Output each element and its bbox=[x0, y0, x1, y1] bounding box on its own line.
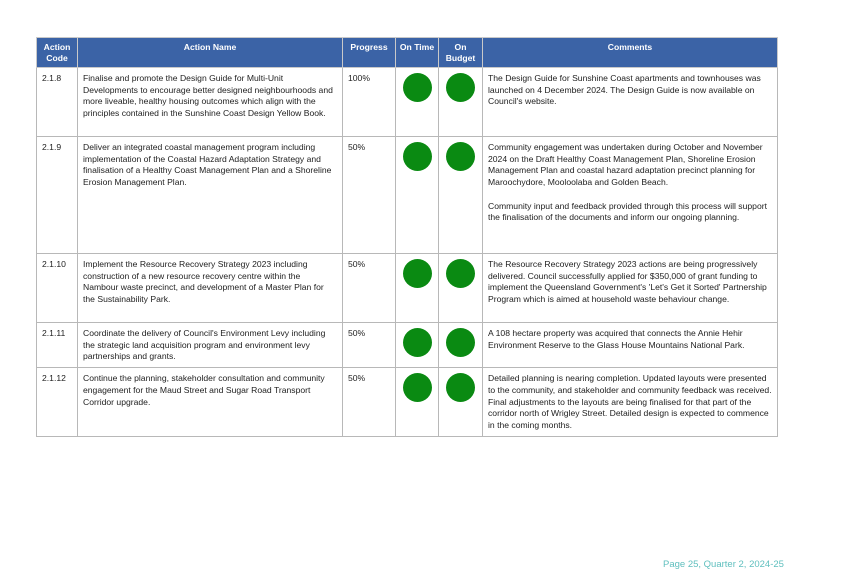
table-row bbox=[37, 323, 778, 368]
action-name: Continue the planning, stakeholder consultation and community engagement for the Maud Street and Sugar Road Transport Corridor upgrade. bbox=[78, 368, 343, 437]
on-time-status-indicator bbox=[403, 73, 432, 102]
action-name: Coordinate the delivery of Council's Environment Levy including the strategic land acquisition program and environment levy partnerships and grants. bbox=[78, 323, 343, 368]
on-budget-cell bbox=[439, 368, 483, 437]
on-budget-cell bbox=[439, 137, 483, 254]
table-row bbox=[37, 68, 778, 137]
table-header-row bbox=[37, 38, 778, 68]
on-time-status-indicator bbox=[403, 142, 432, 171]
on-time-cell bbox=[396, 368, 439, 437]
table-row bbox=[37, 368, 778, 437]
on-budget-status-indicator bbox=[446, 373, 475, 402]
on-time-cell bbox=[396, 254, 439, 323]
comments-cell bbox=[483, 254, 778, 323]
on-time-status-indicator bbox=[403, 373, 432, 402]
header-action-code: Action Code bbox=[37, 38, 78, 68]
comment-text: Community input and feedback provided through this process will support the finalisation of the documents and inform our ongoing planning. bbox=[488, 200, 767, 223]
progress-value: 50% bbox=[343, 254, 396, 323]
on-budget-cell bbox=[439, 68, 483, 137]
on-budget-status-indicator bbox=[446, 328, 475, 357]
on-budget-cell bbox=[439, 323, 483, 368]
on-budget-status-indicator bbox=[446, 142, 475, 171]
comments-cell bbox=[483, 323, 778, 368]
on-time-status-indicator bbox=[403, 259, 432, 288]
progress-value: 50% bbox=[343, 323, 396, 368]
header-on-budget: On Budget bbox=[439, 38, 483, 68]
table-row bbox=[37, 137, 778, 254]
on-time-cell bbox=[396, 323, 439, 368]
action-code: 2.1.8 bbox=[37, 68, 78, 137]
action-code: 2.1.12 bbox=[37, 368, 78, 437]
action-name: Finalise and promote the Design Guide for Multi-Unit Developments to encourage better designed neighbourhoods and more liveable, healthy housing outcomes which align with the principles contained in the Sunshine Coast Design Yellow Book. bbox=[78, 68, 343, 137]
action-code: 2.1.10 bbox=[37, 254, 78, 323]
comment-text: Detailed planning is nearing completion. Updated layouts were presented to the community, and stakeholder and community feedback was received. Final adjustments to the layouts are being finalised for that part of the corridor north of Wrigley Street. Detailed design is expected to commence in the coming months. bbox=[488, 373, 772, 430]
progress-value: 50% bbox=[343, 137, 396, 254]
comments-cell bbox=[483, 368, 778, 437]
comment-text: The Resource Recovery Strategy 2023 actions are being progressively delivered. Council successfully applied for $350,000 of grant funding to implement the Queensland Government's 'Let's Get it Sorted' Partnership Program which is aimed at household waste behaviour change. bbox=[488, 259, 767, 305]
action-name: Deliver an integrated coastal management program including implementation of the Coastal Hazard Adaptation Strategy and finalisation of a Healthy Coast Management Plan and a Shoreline Erosion Management Plan. bbox=[78, 137, 343, 254]
progress-value: 50% bbox=[343, 368, 396, 437]
header-comments: Comments bbox=[483, 38, 778, 68]
page-footer: Page 25, Quarter 2, 2024-25 bbox=[663, 559, 784, 570]
comment-text: Community engagement was undertaken during October and November 2024 on the Draft Healthy Coast Management Plan, Shoreline Erosion Management Plan and coastal hazard adaptation precinct planning for Maroochydore, Mooloolaba and Golden Beach. bbox=[488, 142, 763, 188]
header-progress: Progress bbox=[343, 38, 396, 68]
on-budget-status-indicator bbox=[446, 259, 475, 288]
on-time-cell bbox=[396, 68, 439, 137]
comments-cell bbox=[483, 68, 778, 137]
comment-text: The Design Guide for Sunshine Coast apartments and townhouses was launched on 4 December 2024. The Design Guide is now available on Council's website. bbox=[488, 73, 761, 107]
comments-cell bbox=[483, 137, 778, 254]
progress-value: 100% bbox=[343, 68, 396, 137]
on-time-status-indicator bbox=[403, 328, 432, 357]
comment-text: A 108 hectare property was acquired that connects the Annie Hehir Environment Reserve to the Glass House Mountains National Park. bbox=[488, 328, 745, 350]
header-on-time: On Time bbox=[396, 38, 439, 68]
on-time-cell bbox=[396, 137, 439, 254]
actions-table bbox=[36, 37, 778, 437]
action-name: Implement the Resource Recovery Strategy 2023 including construction of a new resource recovery centre within the Nambour waste precinct, and development of a Master Plan for the Sustainability Park. bbox=[78, 254, 343, 323]
on-budget-cell bbox=[439, 254, 483, 323]
on-budget-status-indicator bbox=[446, 73, 475, 102]
action-code: 2.1.9 bbox=[37, 137, 78, 254]
action-code: 2.1.11 bbox=[37, 323, 78, 368]
table-row bbox=[37, 254, 778, 323]
header-action-name: Action Name bbox=[78, 38, 343, 68]
